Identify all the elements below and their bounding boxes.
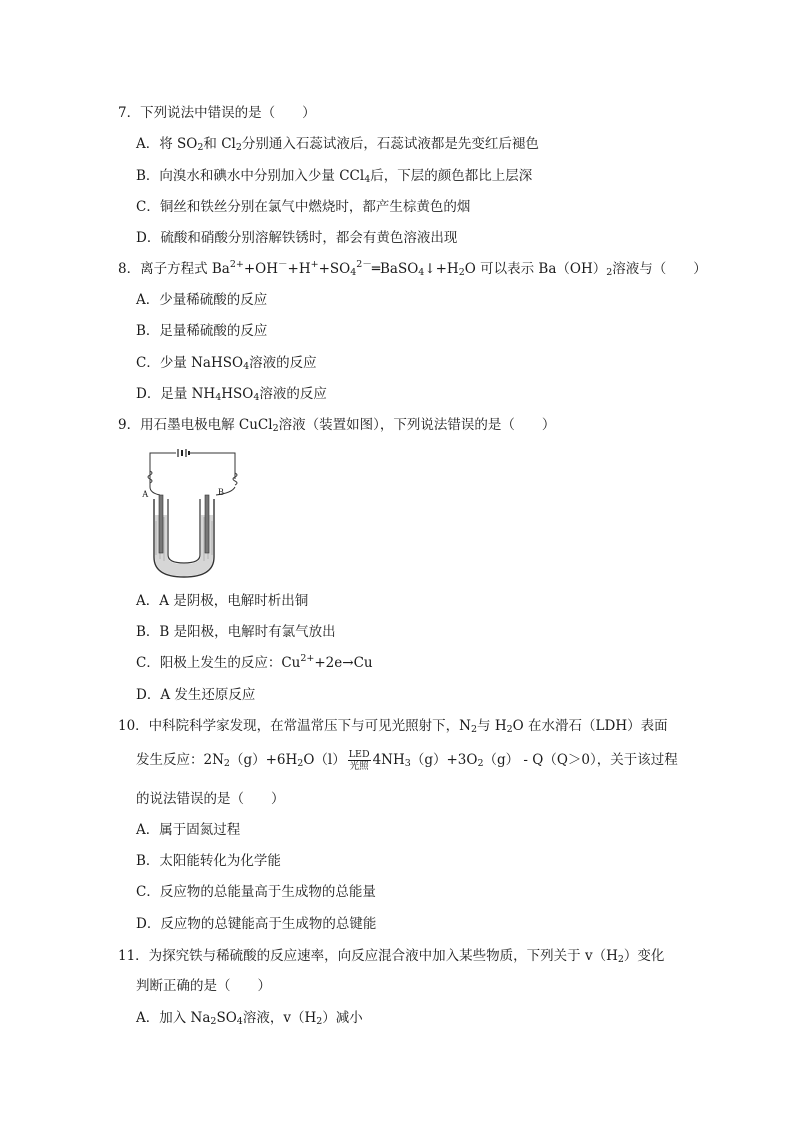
question-10-option-d: D．反应物的总键能高于生成物的总键能 — [136, 916, 377, 932]
question-8-option-b: B．足量稀硫酸的反应 — [136, 323, 268, 339]
question-7-option-d: D．硫酸和硝酸分别溶解铁锈时，都会有黄色溶液出现 — [136, 230, 458, 246]
question-9-option-d: D．A 发生还原反应 — [136, 687, 256, 703]
question-8-option-c: C．少量 NaHSO$_4$溶液的反应 — [136, 355, 317, 372]
label-a: A — [142, 489, 149, 499]
question-9-option-b: B．B 是阳极，电解时有氯气放出 — [136, 624, 336, 640]
question-8-stem: 8．离子方程式 $Ba^{2+}+OH^-+H^++SO_4^{2-}═BaSO_4↓+H_2O$ 可以表示 $Ba(OH)_2$溶液与（ ） — [118, 259, 707, 278]
question-10-line-1: 10．中科院科学家发现，在常温常压下与可见光照射下，$N_2$与 $H_2O$ 在水滑石（LDH）表面 — [118, 718, 668, 735]
electrode-b — [205, 495, 209, 553]
question-11-option-a: A．加入 $Na_2SO_4$溶液，$v(H_2)$减小 — [136, 1010, 363, 1027]
question-11-line-1: 11．为探究铁与稀硫酸的反应速率，向反应混合液中加入某些物质，下列关于 $v(H_2)$变化 — [118, 948, 665, 965]
question-10-option-c: C．反应物的总能量高于生成物的总能量 — [136, 884, 376, 900]
question-9-stem: 9．用石墨电极电解 CuCl$_2$溶液（装置如图），下列说法错误的是（ ） — [118, 417, 556, 434]
question-10-option-b: B．太阳能转化为化学能 — [136, 853, 281, 869]
question-7-option-c: C．铜丝和铁丝分别在氯气中燃烧时，都产生棕黄色的烟 — [136, 199, 471, 215]
question-10-option-a: A．属于固氮过程 — [136, 822, 241, 838]
question-11-line-2: 判断正确的是（ ） — [136, 978, 271, 994]
question-7-option-b: B．向溴水和碘水中分别加入少量 CCl$_4$后，下层的颜色都比上层深 — [136, 168, 533, 185]
electrode-a — [159, 495, 163, 553]
question-10-line-2: 发生反应：$2N_2(g)+6H_2O(l)$ $\frac{\text{LED}}{\text{光照}}$ $4NH_3(g)+3O_2(g) - Q(Q>0)$，关于该过程 — [136, 749, 678, 772]
question-8-option-a: A．少量稀硫酸的反应 — [136, 292, 268, 308]
electrolysis-u-tube-figure — [138, 449, 242, 579]
question-10-line-3: 的说法错误的是（ ） — [136, 791, 285, 807]
question-9-option-a: A．A 是阴极，电解时析出铜 — [136, 593, 309, 609]
question-8-option-d: D．足量 $NH_4HSO_4$溶液的反应 — [136, 386, 327, 403]
reaction-condition: $\frac{\text{LED}}{\text{光照}}$ — [348, 749, 370, 772]
question-7-stem: 7．下列说法中错误的是（ ） — [118, 105, 316, 121]
label-b: B — [218, 487, 225, 497]
question-9-option-c: C．阳极上发生的反应：$Cu^{2+}+2e\to Cu$ — [136, 653, 373, 671]
question-7-option-a: A．将 $SO_2$和 $Cl_2$分别通入石蕊试液后，石蕊试液都是先变红后褪色 — [136, 136, 539, 153]
